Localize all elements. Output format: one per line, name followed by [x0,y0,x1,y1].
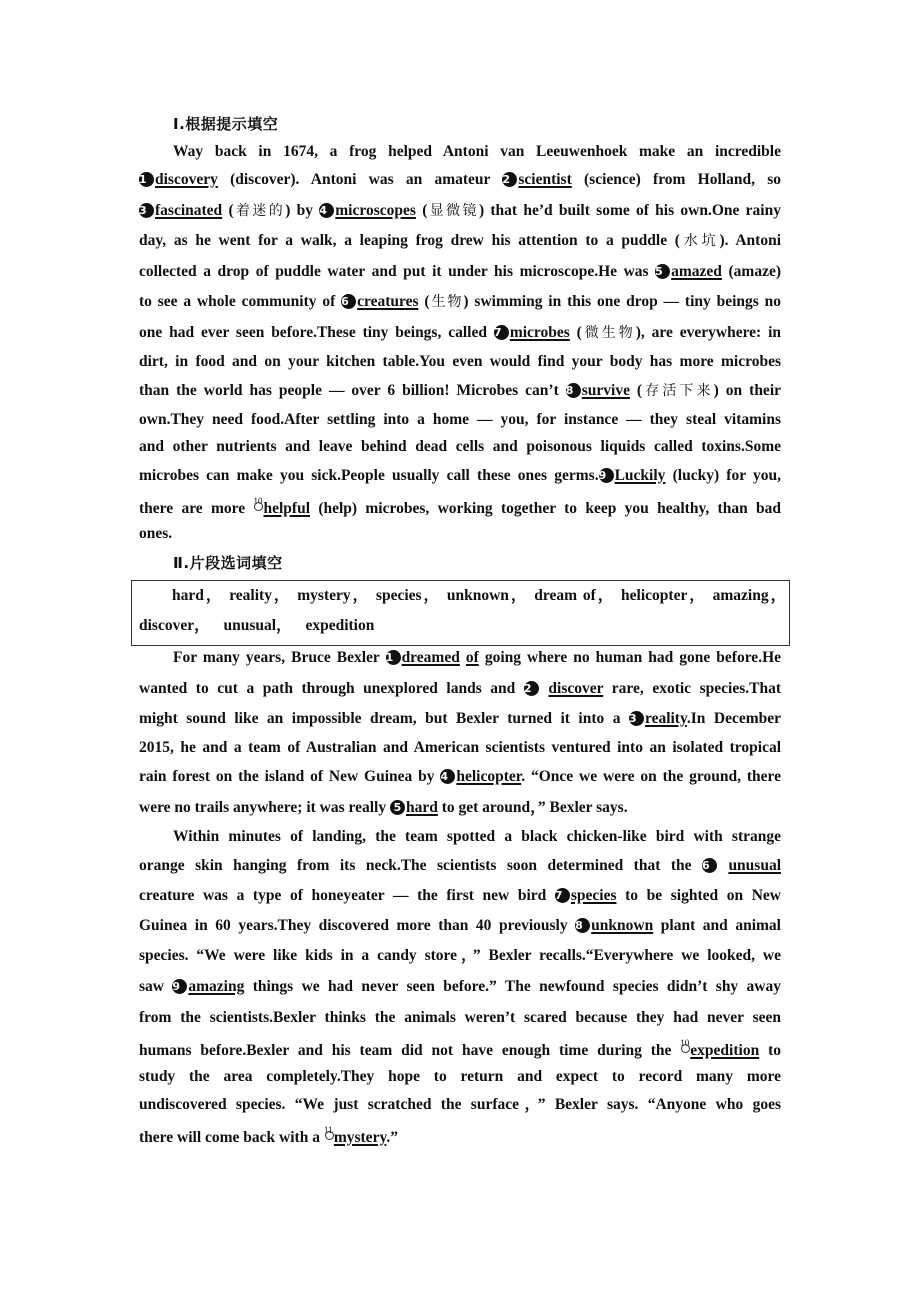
word-bank-box [131,580,790,646]
text: wanted to cut a path through unexplored lands and [139,680,524,697]
passage-line [139,798,781,818]
text: ones. [139,525,173,542]
word-bank-line-2 [139,616,539,636]
text: there are more [139,500,254,517]
text: (science) from Holland, so [571,171,781,188]
circled-number-icon: 5 [390,800,405,815]
text: saw [139,978,173,995]
chinese-hint: 生物 [429,294,464,310]
chinese-hint: 存活下来 [642,383,714,399]
passage-line [139,201,781,221]
answer-word: reality [644,710,687,727]
text: Way back in 1674, a frog helped Antoni van Leeuwenhoek make an incredible [173,143,781,160]
text: ) on their [713,382,782,399]
word-bank-word: expedition [305,617,375,634]
text: than the world has people — over 6 billion! Microbes can’t [139,382,566,399]
text: 2015, he and a team of Australian and American scientists ventured into an isolated tropical [139,739,781,756]
text: and other nutrients and leave behind dead cells and poisonous liquids called toxins.Some [139,438,781,455]
passage-line [139,916,781,936]
section-2-heading: Ⅱ.片段选词填空 [173,554,283,572]
text: to get around，” Bexler says. [437,799,628,816]
passage-line [139,410,781,430]
text: rare, exotic species.That [603,680,782,697]
circled-number-icon: 10 [253,497,263,515]
answer-word: discover [548,680,604,697]
text [718,857,728,874]
passage-line [139,381,781,401]
text: to be sighted on New [616,887,781,904]
word-bank-word: unknown， [446,587,529,604]
passage-line [139,767,781,787]
circled-number-icon: 9 [599,468,614,483]
text: from the scientists.Bexler thinks the animals weren’t scared because they had never seen [139,1009,781,1026]
passage-line [139,1095,781,1115]
text: there will come back with a [139,1129,324,1146]
answer-word: creatures [357,293,419,310]
answer-word: species [570,887,617,904]
text: Within minutes of landing, the team spotted a black chicken-like bird with strange [173,828,781,845]
circled-number-icon: 10 [680,1039,690,1057]
circled-number-icon: 1 [386,650,401,665]
text: study the area completely.They hope to return and expect to record many more [139,1068,781,1085]
circled-number-icon: 8 [575,918,590,933]
word-bank-word: amazing， [712,587,787,604]
passage-line [139,323,781,343]
circled-number-icon: 2 [502,172,517,187]
text: ), are everywhere: in [635,324,782,341]
text: undiscovered species. “We just scratched the surface，” Bexler says. “Anyone who goes [139,1096,781,1113]
circled-number-icon: 4 [319,203,334,218]
circled-number-icon: 2 [524,681,539,696]
passage-line [139,524,781,544]
text: orange skin hanging from its neck.The scientists soon determined that the [139,857,702,874]
answer-word: survive [581,382,630,399]
circled-number-icon: 7 [494,325,509,340]
circled-number-icon: 8 [566,383,581,398]
text: ( [629,382,643,399]
text: .” [386,1129,398,1146]
text: (help) microbes, working together to keep you healthy, than bad [310,500,782,517]
circled-number-icon: 6 [702,858,717,873]
answer-word: amazing [188,978,245,995]
text: ) by [285,202,320,219]
text: own.They need food.After settling into a home — you, for instance — they steal vitamins [139,411,781,428]
passage-line [139,946,781,966]
answer-word: hard [405,799,438,816]
text: ( [569,324,582,341]
answer-word: dreamed [401,649,460,666]
word-bank-word: discover， [139,617,210,634]
text: ). Antoni [719,232,782,249]
text: one had ever seen before.These tiny beings, called [139,324,494,341]
word-bank-word: reality， [229,587,292,604]
text: ( [418,293,430,310]
passage-line [139,886,781,906]
circled-number-icon: 1 [139,172,154,187]
text: to [759,1042,781,1059]
word-bank-word: hard， [172,587,224,604]
answer-word: of [465,649,479,666]
circled-number-icon: 11 [324,1126,334,1144]
section-1-heading: Ⅰ.根据提示填空 [173,115,279,133]
answer-word: helicopter [456,768,522,785]
text: ( [222,202,234,219]
circled-number-icon: 6 [341,294,356,309]
passage-line [139,679,781,699]
passage-line [139,709,781,729]
circled-number-icon: 3 [629,711,644,726]
answer-word: amazed [671,263,722,280]
passage-line [139,1008,781,1028]
passage-line [139,292,781,312]
answer-word: scientist [518,171,572,188]
text: things we had never seen before.” The newfound species didn’t shy away [244,978,782,995]
text: microbes can make you sick.People usually call these ones germs. [139,467,599,484]
passage-line [173,142,781,162]
circled-number-icon: 3 [139,203,154,218]
text: day, as he went for a walk, a leaping frog drew his attention to a puddle ( [139,232,680,249]
text: humans before.Bexler and his team did not have enough time during the [139,1042,681,1059]
passage-line [139,856,781,876]
passage-line [139,231,781,251]
chinese-hint: 显微镜 [427,203,479,219]
word-bank-line-1 [172,586,786,606]
text: ) that he’d built some of his own.One rainy [478,202,781,219]
text: were no trails anywhere; it was really [139,799,390,816]
circled-number-icon: 5 [655,264,670,279]
text: (discover). Antoni was an amateur [217,171,503,188]
passage-line [139,352,781,372]
text: to see a whole community of [139,293,342,310]
text: .In December [686,710,781,727]
answer-word: helpful [263,500,310,517]
word-bank-word: unusual， [223,617,292,634]
circled-number-icon: 9 [172,979,187,994]
passage-line [139,497,781,519]
passage-line [139,1067,781,1087]
text: plant and animal [653,917,781,934]
passage-line [139,170,781,190]
passage-line [139,977,781,997]
text: creature was a type of honeyeater — the first new bird [139,887,555,904]
text: (amaze) [721,263,781,280]
passage-line [139,1126,781,1148]
passage-line [139,262,781,282]
passage-line [139,738,781,758]
text: might sound like an impossible dream, but Bexler turned it into a [139,710,629,727]
answer-word: mystery [333,1129,387,1146]
text: For many years, Bruce Bexler [173,649,386,666]
answer-word: discovery [155,171,218,188]
answer-word: expedition [690,1042,760,1059]
answer-word: unusual [728,857,782,874]
circled-number-icon: 4 [440,769,455,784]
text: ( [415,202,428,219]
answer-word: fascinated [155,202,223,219]
answer-word: microbes [509,324,570,341]
text: Guinea in 60 years.They discovered more than 40 previously [139,917,576,934]
text: species. “We were like kids in a candy store，” Bexler recalls.“Everywhere we looked, we [139,947,781,964]
answer-word: unknown [591,917,654,934]
passage-line [139,1039,781,1061]
answer-word: Luckily [614,467,666,484]
word-bank-word: dream of， [534,587,616,604]
word-bank-word: mystery， [297,587,371,604]
passage-line [173,827,781,847]
word-bank-word: helicopter， [621,587,707,604]
word-bank-word: species， [375,587,441,604]
text: . “Once we were on the ground, there [521,768,781,785]
text: (lucky) for you, [665,467,781,484]
chinese-hint: 微生物 [581,325,636,341]
passage-line [139,466,781,486]
text: dirt, in food and on your kitchen table.You even would find your body has more microbes [139,353,781,370]
circled-number-icon: 7 [555,888,570,903]
passage-line [173,648,781,668]
text: ) swimming in this one drop — tiny beings no [463,293,782,310]
chinese-hint: 着迷的 [233,203,286,219]
text: collected a drop of puddle water and put it under his microscope.He was [139,263,656,280]
answer-word: microscopes [335,202,416,219]
chinese-hint: 水坑 [679,233,720,249]
text: going where no human had gone before.He [478,649,782,666]
text: rain forest on the island of New Guinea by [139,768,441,785]
passage-line [139,437,781,457]
